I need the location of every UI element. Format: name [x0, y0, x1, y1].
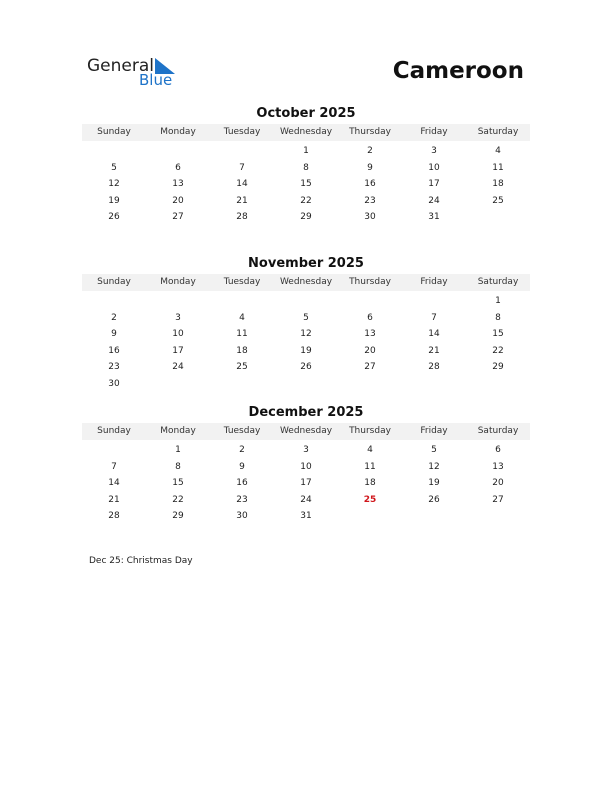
day-cell: 26: [428, 494, 440, 505]
empty-day-cell: [466, 376, 530, 393]
day-cell: 30: [108, 378, 120, 389]
day-cell: 22: [300, 195, 312, 206]
week-row: [82, 359, 530, 376]
empty-day-cell: [210, 376, 274, 393]
day-cell: 11: [236, 329, 248, 339]
weekday-label: Sunday: [97, 277, 131, 287]
day-cell: 12: [428, 461, 440, 472]
day-cell: 18: [492, 179, 504, 189]
day-cell: 21: [108, 494, 120, 505]
holiday-note: Dec 25: Christmas Day: [89, 556, 193, 566]
empty-day-cell: [210, 143, 274, 160]
country-title: Cameroon: [392, 58, 524, 84]
day-cell: 16: [108, 345, 120, 356]
empty-day-cell: [210, 293, 274, 310]
day-cell: 9: [367, 162, 373, 173]
week-row: [82, 326, 530, 343]
day-cell: 27: [364, 362, 376, 372]
empty-day-cell: [338, 376, 402, 393]
day-cell: 25: [236, 362, 248, 372]
week-row: [82, 475, 530, 492]
day-cell: 8: [175, 461, 181, 472]
day-cell: 23: [236, 494, 248, 505]
week-row: [82, 492, 530, 509]
empty-day-cell: [274, 376, 338, 393]
weekday-label: Friday: [420, 277, 448, 287]
day-cell: 18: [236, 345, 248, 356]
empty-day-cell: [338, 293, 402, 310]
empty-day-cell: [402, 376, 466, 393]
day-cell: 22: [492, 345, 504, 356]
day-cell: 22: [172, 494, 184, 505]
logo-word-general: General: [87, 56, 154, 76]
day-cell: 20: [172, 195, 184, 206]
day-cell: 6: [367, 312, 373, 323]
week-row: [82, 293, 530, 310]
empty-day-cell: [146, 293, 210, 310]
day-cell: 19: [108, 195, 120, 206]
day-cell: 7: [431, 312, 437, 323]
day-cell: 28: [236, 212, 248, 222]
empty-day-cell: [146, 143, 210, 160]
day-cell: 3: [431, 146, 437, 156]
day-cell: 23: [364, 195, 376, 206]
day-cell: 3: [175, 312, 181, 323]
day-cell: 14: [428, 329, 440, 339]
day-cell: 24: [172, 362, 184, 372]
day-cell: 20: [492, 478, 504, 488]
empty-day-cell: [466, 508, 530, 525]
day-cell: 9: [239, 461, 245, 472]
weekday-label: Thursday: [349, 277, 391, 287]
week-row: [82, 209, 530, 226]
day-cell: 17: [300, 478, 312, 488]
day-cell: 4: [495, 146, 501, 156]
general-blue-logo: [87, 56, 187, 92]
weekday-label: Saturday: [477, 277, 519, 287]
week-row: [82, 193, 530, 210]
day-cell: 11: [364, 461, 376, 472]
empty-day-cell: [338, 508, 402, 525]
day-cell: 18: [364, 478, 376, 488]
day-cell: 16: [236, 478, 248, 488]
day-cell: 4: [367, 445, 373, 455]
day-cell: 13: [172, 179, 184, 189]
day-cell: 20: [364, 345, 376, 356]
weekday-label: Monday: [160, 277, 196, 287]
weekday-label: Thursday: [349, 127, 391, 137]
weekday-label: Tuesday: [223, 127, 261, 137]
day-cell: 1: [175, 445, 181, 455]
empty-day-cell: [466, 209, 530, 226]
day-cell: 11: [492, 162, 504, 173]
day-cell: 21: [428, 345, 440, 356]
day-cell: 23: [108, 362, 120, 372]
day-cell: 15: [300, 179, 312, 189]
day-cell: 7: [239, 162, 245, 173]
day-cell: 3: [303, 445, 309, 455]
day-cell: 2: [239, 445, 245, 455]
empty-day-cell: [402, 293, 466, 310]
week-row: [82, 176, 530, 193]
weekday-label: Sunday: [97, 426, 131, 436]
day-cell: 12: [300, 329, 312, 339]
weekday-label: Thursday: [349, 426, 391, 436]
day-cell: 24: [428, 195, 440, 206]
day-cell: 5: [431, 445, 437, 455]
week-row: [82, 459, 530, 476]
day-cell: 9: [111, 329, 117, 339]
month-title: November 2025: [248, 256, 364, 271]
day-cell: 2: [111, 312, 117, 323]
day-cell: 1: [495, 296, 501, 306]
day-cell: 26: [300, 362, 312, 372]
day-cell: 30: [236, 511, 248, 521]
weekday-label: Wednesday: [279, 127, 333, 137]
week-row: [82, 143, 530, 160]
month-november: [82, 255, 530, 392]
week-row: [82, 160, 530, 177]
weekday-label: Friday: [420, 426, 448, 436]
day-cell: 10: [300, 461, 312, 472]
day-cell: 19: [428, 478, 440, 488]
weekday-label: Monday: [160, 127, 196, 137]
weekday-label: Friday: [420, 127, 448, 137]
day-cell: 29: [300, 212, 312, 222]
day-cell: 29: [172, 511, 184, 521]
day-cell: 5: [111, 162, 117, 173]
weekday-label: Wednesday: [279, 426, 333, 436]
month-title: December 2025: [248, 405, 364, 420]
day-cell: 28: [428, 362, 440, 372]
empty-day-cell: [82, 143, 146, 160]
day-cell: 27: [172, 212, 184, 222]
day-cell: 10: [428, 162, 440, 173]
day-cell: 1: [303, 146, 309, 156]
day-cell: 13: [364, 329, 376, 339]
day-cell: 28: [108, 511, 120, 521]
week-row: [82, 343, 530, 360]
week-row: [82, 508, 530, 525]
day-cell: 24: [300, 494, 312, 505]
weekday-header-row: [82, 274, 530, 291]
day-cell: 31: [428, 212, 440, 222]
weekday-label: Sunday: [97, 127, 131, 137]
weekday-header-row: [82, 124, 530, 141]
week-row: [82, 442, 530, 459]
day-cell: 30: [364, 212, 376, 222]
day-cell: 14: [108, 478, 120, 488]
empty-day-cell: [82, 442, 146, 459]
day-cell: 12: [108, 179, 120, 189]
day-cell: 4: [239, 312, 245, 323]
week-row: [82, 310, 530, 327]
day-cell: 31: [300, 511, 312, 521]
empty-day-cell: [82, 293, 146, 310]
weekday-label: Saturday: [477, 426, 519, 436]
month-october: [82, 105, 530, 226]
day-cell: 26: [108, 212, 120, 222]
day-cell: 21: [236, 195, 248, 206]
day-cell: 25: [492, 195, 504, 206]
month-december: [82, 404, 530, 525]
weekday-label: Tuesday: [223, 426, 261, 436]
day-cell: 15: [172, 478, 184, 488]
weekday-header-row: [82, 423, 530, 440]
day-cell: 17: [172, 345, 184, 356]
day-cell: 5: [303, 312, 309, 323]
week-row: [82, 376, 530, 393]
month-title: October 2025: [256, 106, 356, 121]
day-cell: 10: [172, 329, 184, 339]
day-cell: 16: [364, 179, 376, 189]
weekday-label: Tuesday: [223, 277, 261, 287]
day-cell: 19: [300, 345, 312, 356]
weekday-label: Wednesday: [279, 277, 333, 287]
day-cell: 7: [111, 461, 117, 472]
weekday-label: Saturday: [477, 127, 519, 137]
day-cell: 8: [495, 312, 501, 323]
day-cell: 2: [367, 146, 373, 156]
day-cell: 14: [236, 179, 248, 189]
empty-day-cell: [402, 508, 466, 525]
day-cell: 8: [303, 162, 309, 173]
weekday-label: Monday: [160, 426, 196, 436]
day-cell: 6: [495, 445, 501, 455]
day-cell: 27: [492, 494, 504, 505]
empty-day-cell: [274, 293, 338, 310]
day-cell: 17: [428, 179, 440, 189]
day-cell: 6: [175, 162, 181, 173]
logo-word-blue: Blue: [139, 71, 173, 89]
holiday-day-cell: 25: [363, 494, 377, 505]
day-cell: 29: [492, 362, 504, 372]
empty-day-cell: [146, 376, 210, 393]
day-cell: 13: [492, 461, 504, 472]
day-cell: 15: [492, 329, 504, 339]
